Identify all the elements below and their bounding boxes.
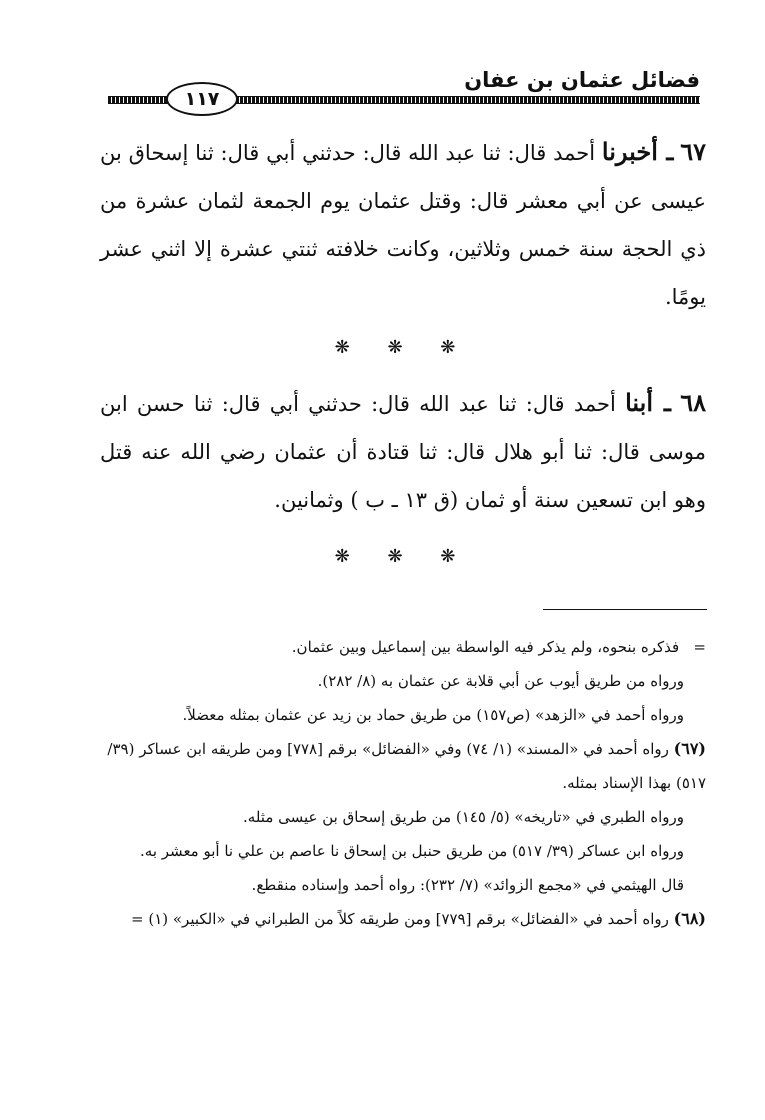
- continuation-mark: =: [693, 638, 706, 656]
- hadith-lead-word: ـ أبنا: [625, 388, 671, 417]
- footnote-number: (٦٧): [673, 739, 706, 758]
- hadith-lead-word: ـ أخبرنا: [601, 137, 674, 166]
- hadith-text: أحمد قال: ثنا عبد الله قال: حدثني أبي قال: ثنا إسحاق بن عيسى عن أبي معشر قال: وقتل عثمان يوم الجمعة لثمان عشرة من ذي الحجة سنة خمس وثلاثين، وكانت خلافته ثنتي عشرة إلا اثني عشر يومًا.: [100, 141, 706, 309]
- footnote-line: ورواه ابن عساكر (٣٩/ ٥١٧) من طريق حنبل بن إسحاق نا عاصم بن علي نا أبو معشر به.: [140, 842, 684, 860]
- hadith-67: [100, 128, 706, 321]
- hadith-number: ٦٨: [680, 388, 706, 417]
- section-separator: ❋ ❋ ❋: [334, 546, 472, 567]
- footnote-67: (٦٧) رواه أحمد في «المسند» (١/ ٧٤) وفي «الفضائل» برقم [٧٧٨] ومن طريقه ابن عساكر (٣٩/ ٥١٧) بهذا الإسناد بمثله.: [107, 739, 706, 792]
- footnote-line: قال الهيثمي في «مجمع الزوائد» (٧/ ٢٣٢): رواه أحمد وإسناده منقطع.: [251, 876, 684, 894]
- running-title: فضائل عثمان بن عفان: [464, 68, 700, 92]
- footnotes: [100, 630, 706, 936]
- hadith-68: [100, 379, 706, 524]
- footnote-rule: [543, 609, 707, 610]
- footnote-line: ورواه أحمد في «الزهد» (ص١٥٧) من طريق حماد بن زيد عن عثمان بمثله معضلاً.: [182, 706, 684, 724]
- page-header: [108, 62, 700, 112]
- footnote-number: (٦٨): [673, 909, 706, 928]
- section-separator: ❋ ❋ ❋: [334, 337, 472, 358]
- main-text: [100, 128, 706, 588]
- footnote-line: ورواه من طريق أيوب عن أبي قلابة عن عثمان به (٨/ ٢٨٢).: [317, 672, 684, 690]
- hadith-number: ٦٧: [680, 137, 706, 166]
- hadith-text: أحمد قال: ثنا عبد الله قال: حدثني أبي قال: ثنا حسن ابن موسى قال: ثنا أبو هلال قال: ثنا قتادة أن عثمان رضي الله عنه قتل وهو ابن تسعين سنة أو ثمان (ق ١٣ ـ ب ) وثمانين.: [100, 392, 706, 512]
- footnote-68: (٦٨) رواه أحمد في «الفضائل» برقم [٧٧٩] ومن طريقه كلاً من الطبراني في «الكبير» (١) =: [130, 909, 706, 928]
- footnote-line: = فذكره بنحوه، ولم يذكر فيه الواسطة بين إسماعيل وبين عثمان.: [100, 630, 706, 664]
- page-number-badge: [166, 82, 238, 116]
- page-number: ١١٧: [184, 88, 220, 110]
- footnote-line: ورواه الطبري في «تاريخه» (٥/ ١٤٥) من طريق إسحاق بن عيسى مثله.: [243, 808, 684, 826]
